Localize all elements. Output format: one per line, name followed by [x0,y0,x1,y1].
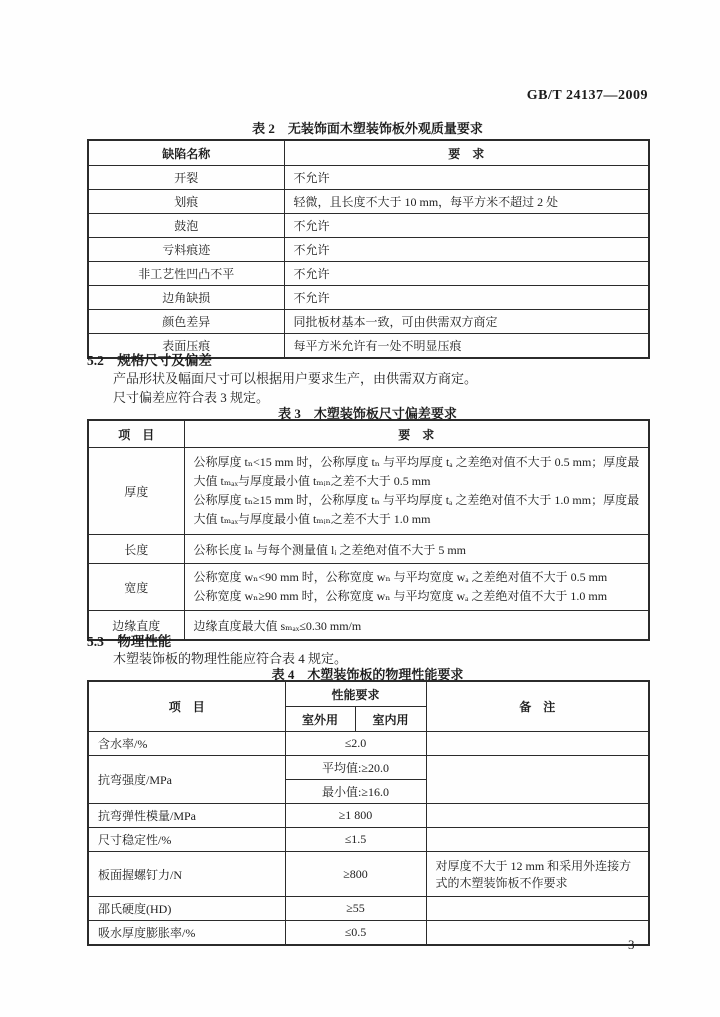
table3-header-row [88,420,649,448]
table-row [88,564,649,611]
table3-caption: 表 3 木塑装饰板尺寸偏差要求 [278,406,457,421]
property-value-cell: ≥55 [285,897,426,921]
property-name-cell: 含水率/% [88,732,285,756]
table-row [88,286,649,310]
table4-physical-properties [87,680,650,946]
table-row [88,804,649,828]
width-rule-over-90mm: 公称宽度 wₙ≥90 mm 时，公称宽度 wₙ 与平均宽度 wₐ 之差绝对值不大于 1.0 mm [193,589,608,603]
requirement-cell: 不允许 [284,262,649,286]
requirement-cell [184,448,649,535]
table4-header-remark: 备 注 [426,681,649,732]
property-name-cell: 抗弯强度/MPa [88,756,285,804]
remark-cell: 对厚度不大于 12 mm 和采用外连接方式的木塑装饰板不作要求 [426,852,649,897]
table-row [88,535,649,564]
width-rule-under-90mm: 公称宽度 wₙ<90 mm 时，公称宽度 wₙ 与平均宽度 wₐ 之差绝对值不大于 0.5 mm [193,570,608,584]
table-row [88,756,649,780]
requirement-cell: 每平方米允许有一处不明显压痕 [284,334,649,359]
table-row [88,310,649,334]
requirement-cell: 不允许 [284,166,649,190]
defect-name-cell: 划痕 [88,190,284,214]
property-name-cell: 板面握螺钉力/N [88,852,285,897]
section-5-3-heading: 5.3 物理性能 [87,634,172,649]
remark-cell [426,897,649,921]
table2-header-defect: 缺陷名称 [88,140,284,166]
section-5-3-paragraph-1: 木塑装饰板的物理性能应符合表 4 规定。 [113,651,348,666]
table2-appearance-quality [87,139,650,359]
remark-cell [426,921,649,946]
defect-name-cell: 鼓泡 [88,214,284,238]
table2-header-row [88,140,649,166]
remark-cell [426,804,649,828]
requirement-cell: 不允许 [284,286,649,310]
table-row [88,732,649,756]
table-row [88,611,649,641]
item-cell: 长度 [88,535,184,564]
requirement-cell: 公称长度 lₙ 与每个测量值 lᵢ 之差绝对值不大于 5 mm [184,535,649,564]
defect-name-cell: 边角缺损 [88,286,284,310]
property-value-cell: ≥1 800 [285,804,426,828]
table4-header-indoor: 室内用 [355,707,426,732]
thickness-rule-over-15mm: 公称厚度 tₙ≥15 mm 时，公称厚度 tₙ 与平均厚度 tₐ 之差绝对值不大于 1.0 mm；厚度最大值 tₘₐₓ与厚度最小值 tₘᵢₙ之差不大于 1.0 mm [193,493,640,526]
remark-cell [426,828,649,852]
property-value-cell: ≤2.0 [285,732,426,756]
item-cell: 宽度 [88,564,184,611]
section-5-2-heading: 5.2 规格尺寸及偏差 [87,353,212,368]
table-row [88,190,649,214]
defect-name-cell: 表面压痕 [88,334,284,359]
property-value-cell: ≤1.5 [285,828,426,852]
remark-cell [426,756,649,804]
table-row [88,214,649,238]
table4-header-performance: 性能要求 [285,681,426,707]
table4-header-item: 项 目 [88,681,285,732]
table-row [88,921,649,946]
table-row [88,262,649,286]
table4-caption: 表 4 木塑装饰板的物理性能要求 [271,667,464,682]
defect-name-cell: 亏料痕迹 [88,238,284,262]
item-cell: 边缘直度 [88,611,184,641]
table-row [88,448,649,535]
table2-header-requirement: 要 求 [284,140,649,166]
table3-dimension-tolerance [87,419,650,641]
defect-name-cell: 开裂 [88,166,284,190]
table-row [88,828,649,852]
requirement-cell: 不允许 [284,238,649,262]
defect-name-cell: 颜色差异 [88,310,284,334]
table4-header-row-1 [88,681,649,707]
requirement-cell: 同批板材基本一致，可由供需双方商定 [284,310,649,334]
table3-header-requirement: 要 求 [184,420,649,448]
requirement-cell: 不允许 [284,214,649,238]
property-value-cell: 最小值:≥16.0 [285,780,426,804]
remark-cell [426,732,649,756]
thickness-rule-under-15mm: 公称厚度 tₙ<15 mm 时，公称厚度 tₙ 与平均厚度 tₐ 之差绝对值不大于 0.5 mm；厚度最大值 tₘₐₓ与厚度最小值 tₘᵢₙ之差不大于 0.5 mm [193,455,640,488]
requirement-cell [184,564,649,611]
table4-header-outdoor: 室外用 [285,707,355,732]
property-value-cell: ≤0.5 [285,921,426,946]
property-name-cell: 吸水厚度膨胀率/% [88,921,285,946]
property-name-cell: 尺寸稳定性/% [88,828,285,852]
table-row [88,166,649,190]
standard-number: GB/T 24137—2009 [526,88,648,103]
item-cell: 厚度 [88,448,184,535]
table-row [88,238,649,262]
page-number: 3 [628,937,635,952]
section-5-2-paragraph-2: 尺寸偏差应符合表 3 规定。 [113,390,270,405]
table3-header-item: 项 目 [88,420,184,448]
requirement-cell: 边缘直度最大值 sₘₐₓ≤0.30 mm/m [184,611,649,641]
defect-name-cell: 非工艺性凹凸不平 [88,262,284,286]
table-row [88,852,649,897]
table2-caption: 表 2 无装饰面木塑装饰板外观质量要求 [252,121,483,136]
section-5-2-paragraph-1: 产品形状及幅面尺寸可以根据用户要求生产，由供需双方商定。 [113,371,478,386]
requirement-cell: 轻微，且长度不大于 10 mm，每平方米不超过 2 处 [284,190,649,214]
property-name-cell: 邵氏硬度(HD) [88,897,285,921]
property-value-cell: 平均值:≥20.0 [285,756,426,780]
table-row [88,897,649,921]
property-name-cell: 抗弯弹性模量/MPa [88,804,285,828]
property-value-cell: ≥800 [285,852,426,897]
